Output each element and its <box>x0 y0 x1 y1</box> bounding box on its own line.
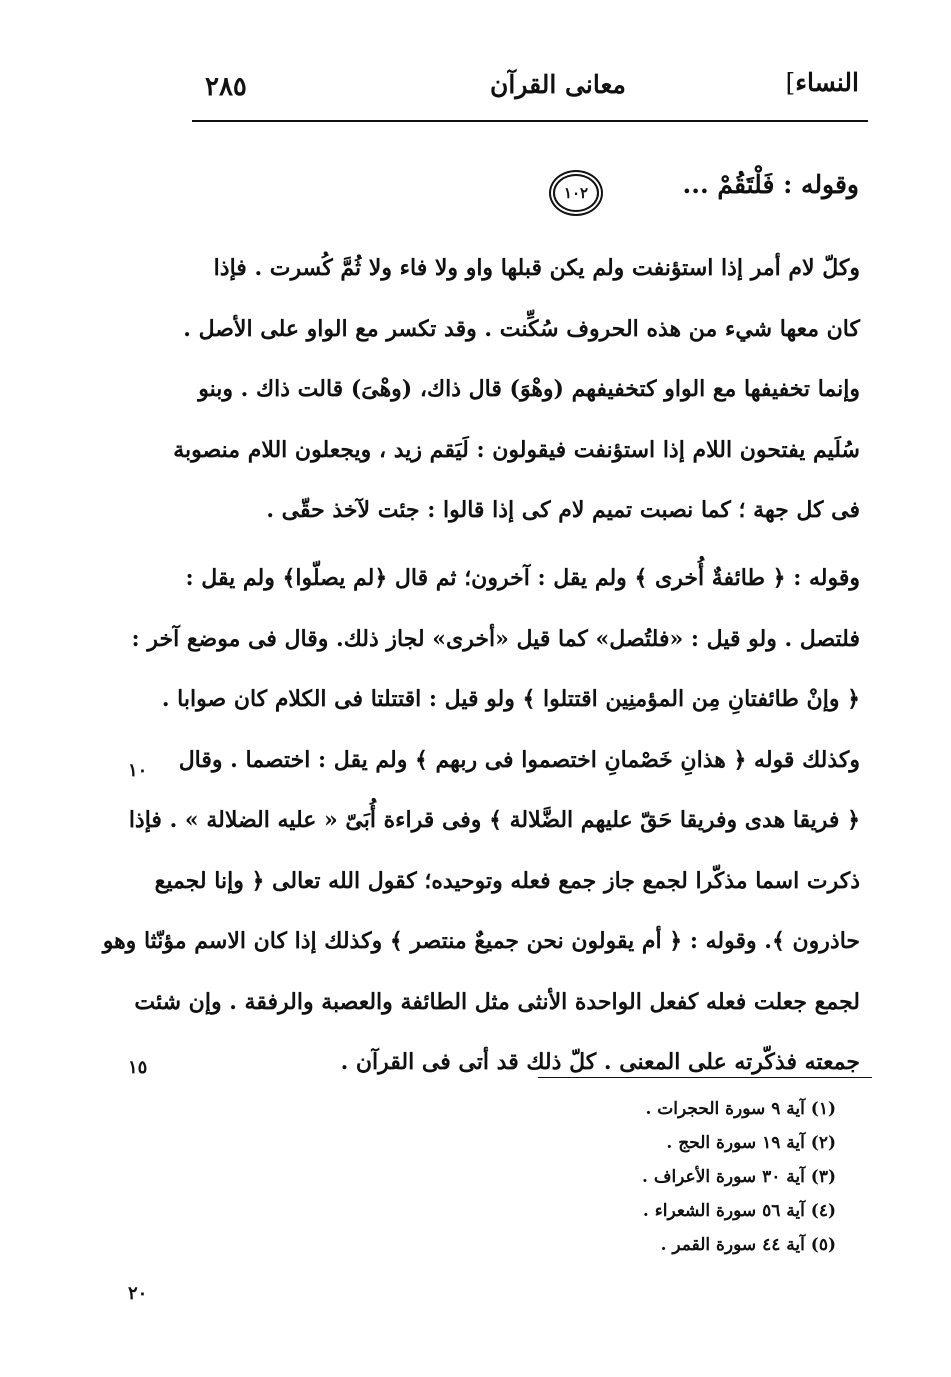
text-line: ﴿ وإنْ طائفتانِ مِن المؤمنِين اقتتلوا ﴾ ولو قيل : اقتتلتا فى الكلام كان صوابا . <box>161 686 860 712</box>
text-line: وإنما تخفيفها مع الواو كتخفيفهم (وهْوَ) قال ذاك، (وهْىَ) قالت ذاك . وبنو <box>198 376 860 402</box>
text-line: حاذرون ﴾. وقوله : ﴿ أم يقولون نحن جميعٌ منتصر ﴾ وكذلك إذا كان الاسم مؤنّثا وهو <box>102 928 860 954</box>
margin-line-number: ١٠ <box>128 760 148 781</box>
verse-number-medallion: ١٠٢ <box>553 174 599 212</box>
running-head-surah <box>781 68 859 97</box>
header-rule <box>192 120 868 122</box>
footnotes <box>642 1092 836 1262</box>
margin-line-number: ١٥ <box>128 1057 148 1078</box>
text-line: وكلّ لام أمر إذا استؤنفت ولم يكن قبلها واو ولا فاء ولا ثُمَّ كُسرت . فإذا <box>213 255 860 281</box>
text-line: ﴿ فريقا هدى وفريقا حَقّ عليهم الضَّلالة ﴾ وفى قراءة أُبَىّ « عليه الضلالة » . فإذا <box>128 807 860 833</box>
footnote: (٣) آية ٣٠ سورة الأعراف . <box>641 1167 836 1187</box>
verse-heading: وقوله : فَلْتَقُمْ ... <box>682 170 859 199</box>
text-line: وقوله : ﴿ طائفةٌ أُخرى ﴾ ولم يقل : آخرون؛ ثم قال ﴿لم يصلّوا﴾ ولم يقل : <box>185 565 860 591</box>
text-line: فلتصل . ولو قيل : «فلتُصل» كما قيل «أخرى» لجاز ذلك. وقال فى موضع آخر : <box>131 625 860 652</box>
text-line: سُلَيم يفتحون اللام إذا استؤنفت فيقولون : لَيَقم زيد ، ويجعلون اللام منصوبة <box>173 436 860 463</box>
text-line: ذكرت اسما مذكّرا لجمع جاز جمع فعله وتوحيده؛ كقول الله تعالى ﴿ وإنا لجميع <box>154 867 860 894</box>
surah-bracket: ] <box>785 68 796 97</box>
text-line: كان معها شيء من هذه الحروف سُكِّنت . وقد تكسر مع الواو على الأصل . <box>183 315 860 342</box>
footnote: (٢) آية ١٩ سورة الحج . <box>666 1133 836 1153</box>
text-line: وكذلك قوله ﴿ هذانِ خَصْمانِ اختصموا فى ربهم ﴾ ولم يقل : اختصما . وقال <box>178 746 860 773</box>
footnote: (١) آية ٩ سورة الحجرات . <box>645 1099 836 1119</box>
page-number: ٢٨٥ <box>205 72 247 102</box>
text-line: جمعته فذكّرته على المعنى . كلّ ذلك قد أتى فى القرآن . <box>340 1049 860 1075</box>
paragraph-lam-al-amr <box>173 238 860 541</box>
margin-line-number: ٢٠ <box>128 1283 148 1304</box>
footnote-rule <box>538 1077 872 1078</box>
footnote: (٤) آية ٥٦ سورة الشعراء . <box>642 1201 836 1221</box>
running-head-title: معانى القرآن <box>490 70 626 99</box>
text-line: فى كل جهة ؛ كما نصبت تميم لام كى إذا قالوا : جئت لآخذ حقّى . <box>266 497 860 523</box>
footnote: (٥) آية ٤٤ سورة القمر . <box>660 1235 836 1255</box>
text-line: لجمع جعلت فعله كفعل الواحدة الأنثى مثل الطائفة والعصبة والرفقة . وإن شئت <box>134 988 860 1015</box>
surah-name: النساء <box>795 68 859 97</box>
